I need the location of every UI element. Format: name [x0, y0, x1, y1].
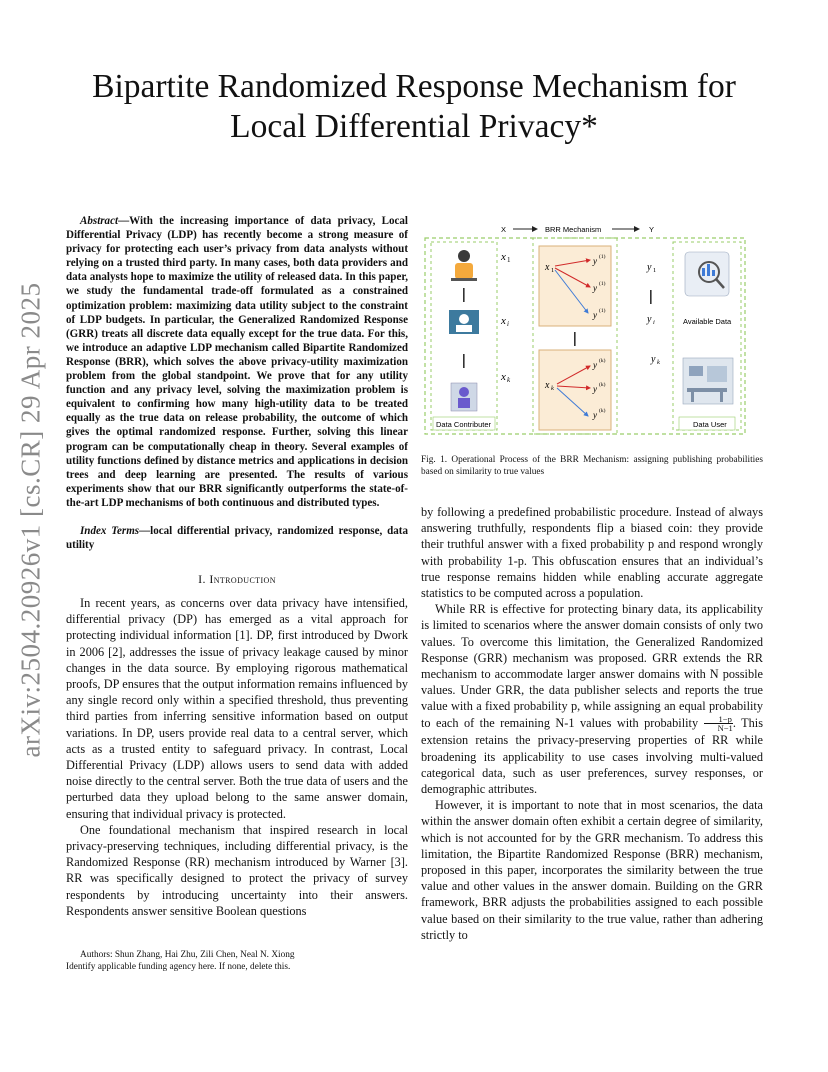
footnote: [66, 949, 408, 973]
fig-lower-y1: y: [593, 360, 597, 370]
fig-lower-ym-sup: (k): [599, 382, 606, 388]
fig-user-label: Data User: [693, 420, 727, 429]
body-paragraph-2: [421, 601, 763, 797]
intro-paragraph-1: In recent years, as concerns over data privacy have intensified, differential privacy (DP) has emerged as a vital approach for protecting individual information [1]. DP, first introduced by Dwork in 2006 [2], addresses the issue of privacy leakage caused by minor changes in the data source. By employing rigorous mathematical proofs, DP ensures that the output information remains influenced by any single record only within a specified threshold, thus preventing third parties from inferring sensitive information based on output variations. In DP, users provide real data to a central server, which acts as a trusted entity to safeguard privacy. In contrast, Local Differential Privacy (LDP) allows users to send data with added noise directly to the central server. Both the true data of users and the perturbed data they upload belong to the same answer domain, ensuring that individual privacy is protected.: [66, 596, 408, 821]
fraction-1-p-over-n-1: [704, 715, 733, 732]
section-number: I.: [198, 572, 206, 586]
fig-upper-yn: y: [593, 310, 597, 320]
fig-x-label: X: [501, 225, 507, 234]
section-heading: [66, 572, 408, 587]
arxiv-sidebar: [8, 282, 54, 758]
intro-paragraph-2: One foundational mechanism that inspired research in local privacy-preserving techniques, including differential privacy, is the Randomized Response (RR) mechanism introduced by Warner [3]. RR was specifically designed to protect the privacy of survey respondents by introducing uncertainty into their answers. Respondents answer sensitive Boolean questions: [66, 822, 408, 918]
fig-lower-xk-sub: k: [551, 385, 554, 392]
paper-title: [60, 67, 768, 147]
fig-label-yk-sub: k: [657, 359, 660, 366]
fig-upper-x1-sub: 1: [551, 267, 555, 274]
right-column-text: [421, 504, 763, 943]
figure-brr-process: [421, 218, 764, 438]
fig-upper-ym: y: [593, 283, 597, 293]
body-paragraph-1: by following a predefined probabilistic procedure. Instead of always answering truthfully, respondents flip a biased coin: they provide their truthful answer with a fixed probability p and respond wrongly with probability 1-p. This obfuscation ensures that an individual’s true response remains hidden while enabling accurate aggregate statistics to be computed across a population.: [421, 505, 763, 601]
fig-label-y1: y: [647, 262, 652, 273]
footnote-funding: Identify applicable funding agency here. If none, delete this.: [66, 962, 291, 972]
fig-available-label: Available Data: [683, 317, 732, 326]
abstract: [66, 214, 408, 510]
fraction-denominator: N−1: [717, 723, 733, 734]
body-paragraph-2b: . This extension retains the privacy-preserving properties of RR while broadening its applicability to use cases involving multi-valued categorical data, such as user preferences, survey responses, or demographic attributes.: [421, 715, 763, 796]
fig-upper-yn-sup: (1): [599, 308, 606, 314]
body-paragraph-3: However, it is important to note that in most scenarios, the data within the answer domain often exhibit a certain degree of similarity, which is not accounted for by the GRR mechanism. To address this limitation, the Bipartite Randomized Response (BRR) mechanism, proposed in this paper, incorporates the similarity between the true value and other values in the answer domain. Building on the GRR framework, BRR adjusts the probabilities assigned to each possible value based on their similarity to the true value, rather than adhering strictly to: [421, 798, 763, 942]
title-line-2: Local Differential Privacy*: [230, 108, 598, 145]
index-terms: [66, 524, 408, 552]
footnote-authors: Authors: Shun Zhang, Hai Zhu, Zili Chen, Neal N. Xiong: [80, 950, 295, 960]
fig-label-yi: y: [647, 314, 652, 325]
abstract-label: Abstract: [80, 215, 119, 227]
analytics-icon: [685, 252, 729, 296]
intro-text: [66, 595, 408, 919]
index-terms-text: —local differential privacy, randomized response, data utility: [66, 525, 408, 552]
figure-diagram: [421, 218, 764, 438]
fig-label-yk: y: [651, 354, 656, 365]
index-terms-label: Index Terms: [80, 525, 140, 537]
title-line-1: Bipartite Randomized Response Mechanism for: [92, 68, 736, 105]
fig-y-ellipsis: [650, 290, 652, 304]
abstract-text: —With the increasing importance of data privacy, Local Differential Privacy (LDP) has recently become a strong measure of privacy for protecting each user’s privacy from data analysts without relying on a trusted third party. In many cases, both data providers and data analysts hope to maximize the utility of released data. In this paper, we study the fundamental trade-off formulated as a constrained optimization problem: maximizing data utility subject to the constraint of LDP budgets. In particular, the Generalized Randomized Response (GRR) treats all discrete data equally except for the true data. For this, we introduce an adaptive LDP mechanism called Bipartite Randomized Response (BRR), which solves the above privacy-utility maximization problem from the global standpoint. We prove that for any utility function and any privacy level, solving the maximization problem is equivalent to confirming how many high-utility data to be treated equally as the true data on release probability, the outcome of which gives the optimal randomized response. Further, solving this linear program can be computationally cheap in theory. Several examples of utility functions defined by distance metrics and applications in decision trees and deep learning are presented. The results of various experiments show that our BRR significantly outperforms the state-of-the-art LDP mechanisms of both continuous and distributed types.: [66, 215, 408, 509]
figure-caption: Fig. 1. Operational Process of the BRR Mechanism: assigning publishing probabilities based on similarity to true values: [421, 455, 763, 477]
contributor-person-1-icon: [451, 250, 477, 281]
fig-upper-ym-sup: (1): [599, 281, 606, 287]
fig-mechanism-label: BRR Mechanism: [545, 225, 602, 234]
fig-lower-yn: y: [593, 410, 597, 420]
fig-y-label: Y: [649, 225, 655, 234]
fig-label-x1-sub: 1: [507, 256, 511, 264]
fig-lower-yn-sup: (k): [599, 408, 606, 414]
fig-mechanism-ellipsis: [574, 332, 576, 346]
fig-contributor-label: Data Contributer: [436, 420, 492, 429]
fig-label-xk: x: [501, 371, 506, 383]
fig-upper-x1: x: [545, 262, 550, 273]
fig-label-yi-sub: i: [653, 319, 655, 326]
fig-label-xi-sub: i: [507, 320, 509, 328]
office-icon: [683, 358, 733, 404]
fraction-numerator: 1−p: [704, 715, 733, 724]
contributor-person-3-icon: [451, 383, 477, 411]
fig-label-x1: x: [501, 251, 506, 263]
section-title: Introduction: [209, 572, 276, 586]
fig-upper-y1: y: [593, 256, 597, 266]
fig-label-xi: x: [501, 315, 506, 327]
arxiv-id: arXiv:2504.20926v1 [cs.CR] 29 Apr 2025: [15, 282, 46, 758]
body-paragraph-2a: While RR is effective for protecting binary data, its applicability is limited to scenarios where the answer domain consists of only two values. To overcome this limitation, the Generalized Randomized Response (GRR) mechanism was proposed. GRR extends the RR mechanism to accommodate larger answer domains with N possible values. Under GRR, the data publisher selects and reports the true value with a fixed probability p, while assigning an equal probability to each of the remaining N-1 values with probability: [421, 602, 763, 730]
fig-upper-y1-sup: (1): [599, 254, 606, 260]
fig-lower-y1-sup: (k): [599, 358, 606, 364]
fig-label-y1-sub: 1: [653, 267, 657, 274]
fig-label-xk-sub: k: [507, 376, 511, 384]
fig-lower-ym: y: [593, 384, 597, 394]
contributor-person-2-icon: [449, 310, 479, 334]
fig-lower-xk: x: [545, 380, 550, 391]
